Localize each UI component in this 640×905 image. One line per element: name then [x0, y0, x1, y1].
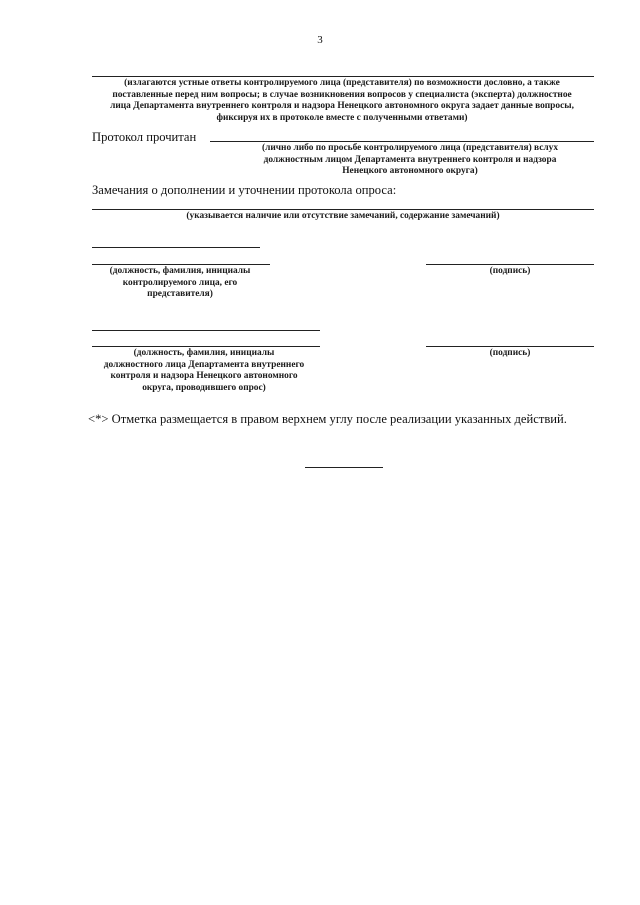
answers-caption-line-1: (излагаются устные ответы контролируемого лица (представителя) по возможности дословно, а также: [124, 78, 560, 88]
official-caption-line-1: (должность, фамилия, инициалы: [133, 348, 275, 358]
official-caption: [82, 348, 326, 394]
controlled-person-line-2: [92, 264, 270, 265]
remarks-caption: (указывается наличие или отсутствие замечаний, содержание замечаний): [186, 211, 500, 221]
controlled-person-caption-line-3: представителя): [147, 289, 213, 299]
official-caption-line-4: округа, проводившего опрос): [142, 382, 266, 393]
protocol-read-line: [210, 141, 594, 142]
controlled-signature-line: [426, 264, 594, 265]
official-caption-line-2: должностного лица Департамента внутреннего: [103, 359, 305, 370]
controlled-signature-caption: (подпись): [489, 266, 531, 276]
controlled-person-caption-line-2: контролируемого лица, его: [122, 277, 238, 288]
closing-separator: [305, 467, 383, 468]
answers-caption-line-2: поставленные перед ним вопросы; в случае возникновения вопросов у специалиста (эксперта) должностное: [112, 89, 572, 100]
protocol-read-caption-line-3: Ненецкого автономного округа): [342, 166, 478, 176]
answers-caption-line-4: фиксируя их в протоколе вместе с полученными ответами): [216, 112, 468, 123]
controlled-person-line-1: [92, 247, 260, 248]
answers-caption-line-3: лица Департамента внутреннего контроля и надзора Ненецкого автономного округа задает данные вопросы,: [110, 101, 574, 111]
official-line-1: [92, 330, 320, 331]
controlled-person-caption-line-1: (должность, фамилия, инициалы: [109, 266, 251, 276]
controlled-person-caption: [80, 266, 280, 301]
official-caption-line-3: контроля и надзора Ненецкого автономного: [110, 371, 298, 381]
official-signature-line: [426, 346, 594, 347]
protocol-read-caption-line-1: (лично либо по просьбе контролируемого лица (представителя) вслух: [261, 143, 559, 153]
official-line-2: [92, 346, 320, 347]
remarks-label: Замечания о дополнении и уточнении протокола опроса:: [92, 183, 397, 197]
remarks-line: [92, 209, 594, 210]
answers-line: [92, 76, 594, 77]
protocol-read-caption: [220, 143, 600, 178]
protocol-read-label: Протокол прочитан: [92, 130, 197, 144]
footnote: <*> Отметка размещается в правом верхнем углу после реализации указанных действий.: [88, 412, 567, 426]
answers-caption: [76, 78, 608, 124]
official-signature-caption: (подпись): [489, 348, 531, 358]
page-number: 3: [317, 34, 323, 46]
protocol-read-caption-line-2: должностным лицом Департамента внутреннего контроля и надзора: [263, 154, 557, 165]
